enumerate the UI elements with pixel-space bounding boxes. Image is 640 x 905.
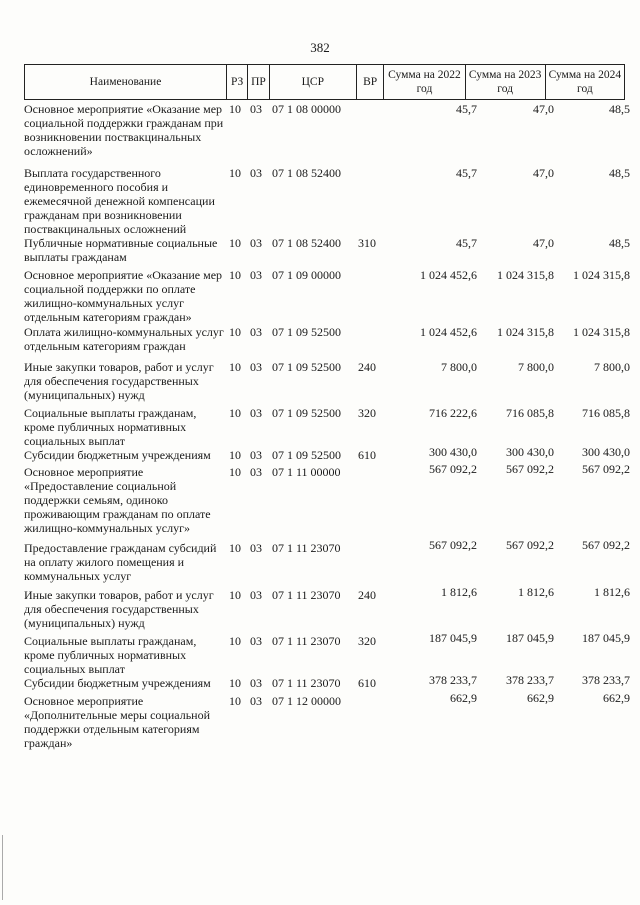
header-sum-2022: Сумма на 2022 год	[384, 65, 465, 100]
row-pr: 03	[250, 676, 262, 690]
row-sum-2023: 567 092,2	[506, 538, 554, 552]
header-sum-2024: Сумма на 2024 год	[545, 65, 624, 100]
row-sum-2023: 7 800,0	[518, 360, 554, 374]
row-sum-2022: 567 092,2	[429, 462, 477, 476]
row-sum-2022: 187 045,9	[429, 631, 477, 645]
row-name: Основное мероприятие «Оказание мер социальной поддержки гражданам при возникновении поствакцинальных осложнений»	[24, 102, 224, 158]
row-sum-2024: 716 085,8	[582, 406, 630, 420]
row-sum-2022: 378 233,7	[429, 673, 477, 687]
row-name: Иные закупки товаров, работ и услуг для обеспечения государственных (муниципальных) нужд	[24, 588, 214, 630]
row-vr: 320	[358, 406, 376, 420]
row-csr: 07 1 09 52500	[272, 406, 341, 420]
row-pr: 03	[250, 236, 262, 250]
row-sum-2023: 567 092,2	[506, 462, 554, 476]
row-name: Предоставление гражданам субсидий на оплату жилого помещения и коммунальных услуг	[24, 541, 217, 583]
row-name: Субсидии бюджетным учреждениям	[24, 676, 211, 690]
table-row	[24, 631, 630, 676]
row-csr: 07 1 08 52400	[272, 236, 341, 250]
row-pr: 03	[250, 694, 262, 708]
row-sum-2023: 1 812,6	[518, 585, 554, 599]
row-csr: 07 1 11 23070	[272, 676, 341, 690]
row-sum-2023: 47,0	[533, 166, 554, 180]
row-sum-2023: 662,9	[527, 691, 554, 705]
row-sum-2023: 716 085,8	[506, 406, 554, 420]
row-vr: 610	[358, 448, 376, 462]
table-row	[24, 360, 630, 402]
header-vr: ВР	[356, 65, 383, 100]
table-row	[24, 166, 630, 236]
row-name: Публичные нормативные социальные выплаты гражданам	[24, 236, 218, 264]
row-sum-2023: 47,0	[533, 236, 554, 250]
row-rz: 10	[229, 676, 241, 690]
row-sum-2022: 300 430,0	[429, 445, 477, 459]
row-rz: 10	[229, 102, 241, 116]
row-name: Социальные выплаты гражданам, кроме публичных нормативных социальных выплат	[24, 634, 197, 676]
row-vr: 310	[358, 236, 376, 250]
row-vr: 240	[358, 360, 376, 374]
row-vr: 610	[358, 676, 376, 690]
table-row	[24, 102, 630, 158]
row-sum-2022: 45,7	[456, 236, 477, 250]
row-sum-2023: 300 430,0	[506, 445, 554, 459]
row-sum-2022: 1 024 452,6	[420, 325, 477, 339]
row-sum-2024: 48,5	[609, 166, 630, 180]
table-row	[24, 585, 630, 630]
row-sum-2023: 1 024 315,8	[497, 268, 554, 282]
row-csr: 07 1 08 52400	[272, 166, 341, 180]
row-sum-2024: 662,9	[603, 691, 630, 705]
row-pr: 03	[250, 541, 262, 555]
row-pr: 03	[250, 448, 262, 462]
row-pr: 03	[250, 588, 262, 602]
row-sum-2022: 7 800,0	[441, 360, 477, 374]
row-rz: 10	[229, 694, 241, 708]
row-sum-2024: 187 045,9	[582, 631, 630, 645]
row-rz: 10	[229, 166, 241, 180]
table-row	[24, 445, 630, 462]
row-sum-2024: 1 024 315,8	[573, 325, 630, 339]
row-pr: 03	[250, 360, 262, 374]
row-pr: 03	[250, 634, 262, 648]
row-sum-2022: 662,9	[450, 691, 477, 705]
row-csr: 07 1 08 00000	[272, 102, 341, 116]
row-name: Оплата жилищно-коммунальных услуг отдельным категориям граждан	[24, 325, 224, 353]
row-name: Выплата государственного единовременного пособия и ежемесячной денежной компенсации гражданам при возникновении поствакцинальных осложнений	[24, 166, 215, 236]
row-sum-2022: 1 812,6	[441, 585, 477, 599]
row-csr: 07 1 09 52500	[272, 325, 341, 339]
row-rz: 10	[229, 360, 241, 374]
row-csr: 07 1 09 52500	[272, 360, 341, 374]
row-rz: 10	[229, 448, 241, 462]
table-row	[24, 673, 630, 690]
row-sum-2023: 378 233,7	[506, 673, 554, 687]
row-pr: 03	[250, 465, 262, 479]
row-rz: 10	[229, 588, 241, 602]
header-pr: ПР	[248, 65, 269, 100]
row-rz: 10	[229, 325, 241, 339]
row-sum-2024: 378 233,7	[582, 673, 630, 687]
row-sum-2022: 567 092,2	[429, 538, 477, 552]
header-rz: РЗ	[227, 65, 248, 100]
row-sum-2024: 1 812,6	[594, 585, 630, 599]
row-csr: 07 1 12 00000	[272, 694, 341, 708]
row-sum-2024: 300 430,0	[582, 445, 630, 459]
table-header	[24, 64, 625, 100]
row-pr: 03	[250, 102, 262, 116]
header-csr: ЦСР	[269, 65, 356, 100]
row-rz: 10	[229, 634, 241, 648]
row-sum-2022: 45,7	[456, 166, 477, 180]
row-csr: 07 1 11 23070	[272, 634, 341, 648]
row-sum-2024: 567 092,2	[582, 538, 630, 552]
table-row	[24, 462, 630, 535]
table-row	[24, 236, 630, 264]
row-rz: 10	[229, 465, 241, 479]
row-pr: 03	[250, 325, 262, 339]
row-rz: 10	[229, 236, 241, 250]
row-name: Основное мероприятие «Предоставление социальной поддержки семьям, одиноко проживающим гражданам по оплате жилищно-коммунальных услуг»	[24, 465, 211, 535]
row-sum-2024: 1 024 315,8	[573, 268, 630, 282]
row-rz: 10	[229, 541, 241, 555]
row-csr: 07 1 11 23070	[272, 588, 341, 602]
row-sum-2024: 48,5	[609, 236, 630, 250]
row-sum-2023: 47,0	[533, 102, 554, 116]
row-name: Основное мероприятие «Оказание мер социальной поддержки по оплате жилищно-коммунальных услуг отдельным категориям граждан»	[24, 268, 223, 324]
row-name: Основное мероприятие «Дополнительные меры социальной поддержки отдельным категориям граждан»	[24, 694, 211, 750]
row-name: Социальные выплаты гражданам, кроме публичных нормативных социальных выплат	[24, 406, 197, 448]
table-row	[24, 538, 630, 583]
header-name: Наименование	[25, 65, 227, 100]
row-sum-2024: 7 800,0	[594, 360, 630, 374]
row-csr: 07 1 11 23070	[272, 541, 341, 555]
row-vr: 320	[358, 634, 376, 648]
row-rz: 10	[229, 406, 241, 420]
row-csr: 07 1 11 00000	[272, 465, 341, 479]
table-row	[24, 691, 630, 750]
row-sum-2024: 48,5	[609, 102, 630, 116]
row-sum-2022: 45,7	[456, 102, 477, 116]
row-sum-2023: 187 045,9	[506, 631, 554, 645]
row-csr: 07 1 09 52500	[272, 448, 341, 462]
row-sum-2022: 1 024 452,6	[420, 268, 477, 282]
row-csr: 07 1 09 00000	[272, 268, 341, 282]
table-row	[24, 325, 630, 353]
row-vr: 240	[358, 588, 376, 602]
row-pr: 03	[250, 406, 262, 420]
header-sum-2023: Сумма на 2023 год	[465, 65, 545, 100]
row-pr: 03	[250, 268, 262, 282]
row-sum-2022: 716 222,6	[429, 406, 477, 420]
scan-margin-mark	[2, 835, 3, 900]
table-row	[24, 268, 630, 324]
row-pr: 03	[250, 166, 262, 180]
row-sum-2024: 567 092,2	[582, 462, 630, 476]
row-name: Субсидии бюджетным учреждениям	[24, 448, 211, 462]
row-rz: 10	[229, 268, 241, 282]
page-number: 382	[310, 40, 330, 55]
row-name: Иные закупки товаров, работ и услуг для обеспечения государственных (муниципальных) нужд	[24, 360, 214, 402]
table-row	[24, 406, 630, 448]
row-sum-2023: 1 024 315,8	[497, 325, 554, 339]
